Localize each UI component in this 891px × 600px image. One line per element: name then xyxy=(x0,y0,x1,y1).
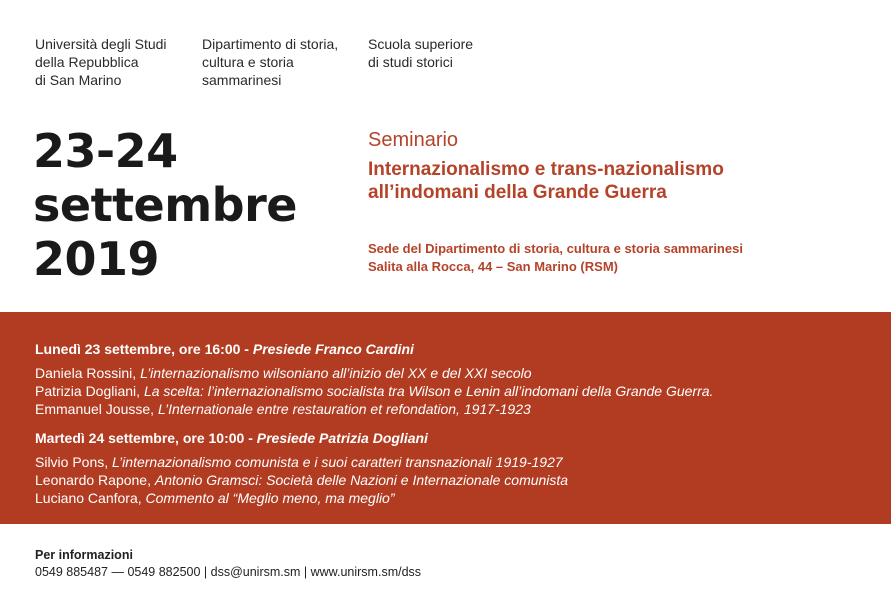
talk-speaker: Emmanuel Jousse, xyxy=(35,401,158,417)
talk-item xyxy=(35,382,713,400)
info-block xyxy=(35,547,421,581)
talk-title: L’internazionalismo wilsoniano all’inizio del XX e del XXI secolo xyxy=(140,365,532,381)
talk-title: Commento al “Meglio meno, ma meglio” xyxy=(145,490,395,506)
seminar-venue: Sede del Dipartimento di storia, cultura e storia sammarinesi Salita alla Rocca, 44 – San Marino (RSM) xyxy=(368,241,743,274)
event-date: 23-24 settembre 2019 xyxy=(33,124,297,286)
org-department: Dipartimento di storia, cultura e storia sammarinesi xyxy=(202,36,339,88)
program-band xyxy=(0,312,891,524)
session-chair: Presiede Patrizia Dogliani xyxy=(256,430,428,446)
session-monday xyxy=(35,340,713,418)
talk-speaker: Patrizia Dogliani, xyxy=(35,383,144,399)
talk-item xyxy=(35,471,568,489)
talk-title: La scelta: l’internazionalismo socialista tra Wilson e Lenin all’indomani della Grande Guerra. xyxy=(143,383,714,399)
session-heading xyxy=(35,340,713,358)
talk-item xyxy=(35,364,713,382)
session-chair: Presiede Franco Cardini xyxy=(252,341,414,357)
talk-title: L’internazionalismo comunista e i suoi caratteri transnazionali 1919-1927 xyxy=(112,454,563,470)
session-time: Martedì 24 settembre, ore 10:00 - xyxy=(35,430,257,446)
org-university: Università degli Studi della Repubblica di San Marino xyxy=(35,36,167,88)
session-heading xyxy=(35,429,568,447)
session-time: Lunedì 23 settembre, ore 16:00 - xyxy=(35,341,253,357)
session-tuesday xyxy=(35,429,568,507)
talk-title: L’Internationale entre restauration et refondation, 1917-1923 xyxy=(157,401,531,417)
seminar-kicker: Seminario xyxy=(368,129,459,151)
talk-item xyxy=(35,489,568,507)
info-title: Per informazioni xyxy=(35,548,133,562)
talk-speaker: Leonardo Rapone, xyxy=(35,472,155,488)
talk-speaker: Daniela Rossini, xyxy=(35,365,141,381)
info-contacts[interactable]: 0549 885487 — 0549 882500 | dss@unirsm.sm | www.unirsm.sm/dss xyxy=(35,565,422,579)
talk-item xyxy=(35,453,568,471)
talk-speaker: Silvio Pons, xyxy=(35,454,113,470)
org-school: Scuola superiore di studi storici xyxy=(368,36,474,70)
talk-title: Antonio Gramsci: Società delle Nazioni e Internazionale comunista xyxy=(154,472,569,488)
seminar-title: Internazionalismo e trans-nazionalismo all’indomani della Grande Guerra xyxy=(368,159,724,203)
talk-speaker: Luciano Canfora, xyxy=(35,490,146,506)
talk-item xyxy=(35,400,713,418)
